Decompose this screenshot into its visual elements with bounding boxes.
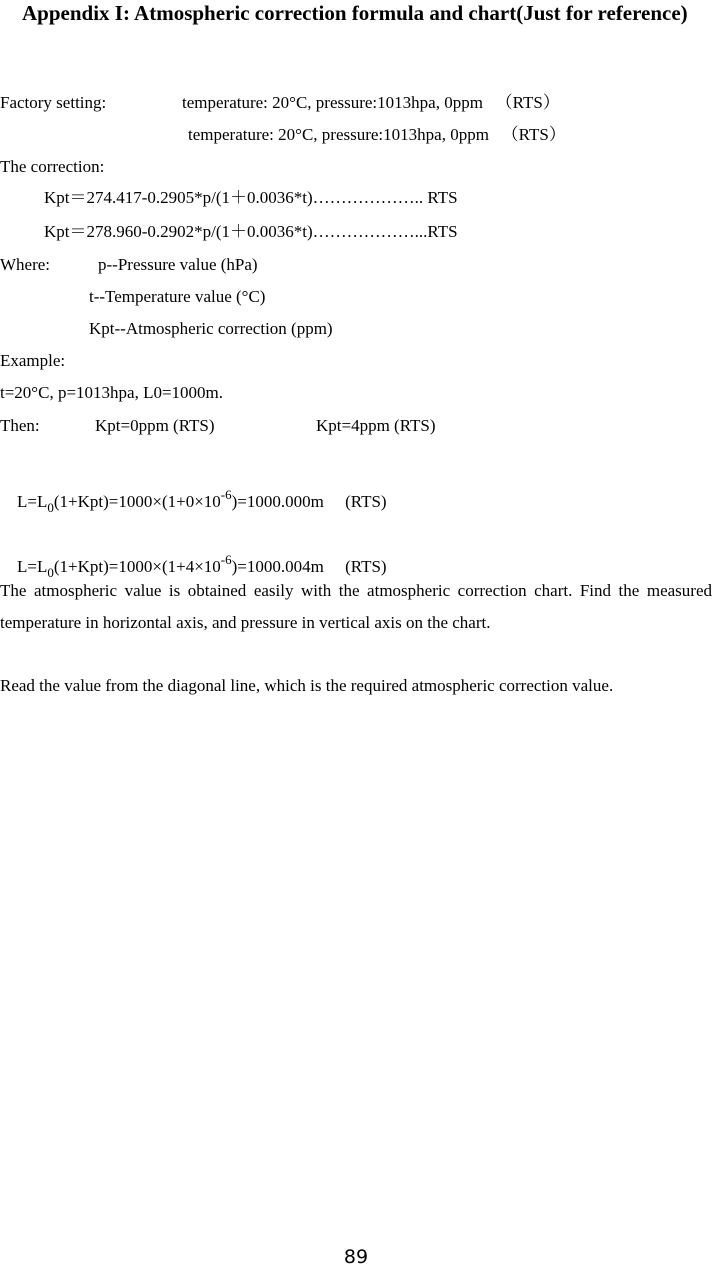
factory-setting-line-2: temperature: 20°C, pressure:1013hpa, 0ppm （RTS） [188, 125, 566, 144]
where-t-definition: t--Temperature value (°C) [89, 287, 266, 306]
calc-1-middle: (1+Kpt)=1000×(1+0×10 [53, 492, 221, 511]
then-kpt-b: Kpt=4ppm (RTS) [316, 416, 436, 435]
correction-formula-2: Kpt＝278.960-0.2902*p/(1＋0.0036*t)………………...RTS [44, 222, 458, 241]
example-label: Example: [0, 351, 66, 370]
page-number: 89 [343, 1246, 369, 1268]
calc-1-superscript: -6 [220, 487, 232, 502]
then-label: Then: [0, 416, 40, 435]
factory-setting-label: Factory setting: [0, 93, 107, 112]
calc-1-tail: )=1000.000m (RTS) [231, 492, 387, 511]
calc-2-lead: L=L [17, 557, 48, 576]
read-value-paragraph: Read the value from the diagonal line, which is the required atmospheric correction value. [0, 676, 614, 695]
then-kpt-a: Kpt=0ppm (RTS) [95, 416, 215, 435]
chart-instructions-paragraph: The atmospheric value is obtained easily with the atmospheric correction chart. Find the measured temperature in horizontal axis, and pressure in vertical axis on the chart. [0, 581, 712, 632]
correction-label: The correction: [0, 157, 105, 176]
page-title: Appendix I: Atmospheric correction formula and chart(Just for reference) [22, 1, 688, 25]
correction-formula-1: Kpt＝274.417-0.2905*p/(1＋0.0036*t)……………….. RTS [44, 188, 458, 207]
example-conditions: t=20°C, p=1013hpa, L0=1000m. [0, 383, 224, 402]
where-kpt-definition: Kpt--Atmospheric correction (ppm) [89, 319, 333, 338]
calc-2-superscript: -6 [220, 552, 232, 567]
calc-2-subscript: 0 [47, 565, 54, 580]
where-label: Where: [0, 255, 51, 274]
where-p-definition: p--Pressure value (hPa) [98, 255, 258, 274]
calc-1-lead: L=L [17, 492, 48, 511]
calc-2-middle: (1+Kpt)=1000×(1+4×10 [53, 557, 221, 576]
factory-setting-line-1: temperature: 20°C, pressure:1013hpa, 0ppm （RTS） [182, 93, 560, 112]
calc-1-subscript: 0 [47, 500, 54, 515]
calc-2-tail: )=1000.004m (RTS) [231, 557, 387, 576]
